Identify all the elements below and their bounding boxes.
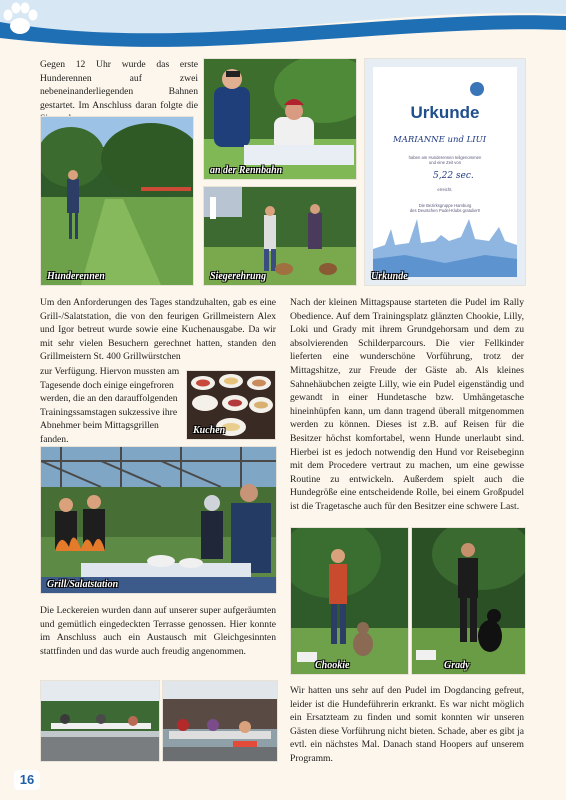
photo-grill-salatstation	[40, 446, 277, 594]
paw-print-icon	[0, 0, 40, 40]
caption-chookie: Chookie	[315, 660, 350, 671]
page-number: 16	[14, 770, 40, 790]
certificate-footer-2: des Deutschen Pudel-Klubs gratuliert!	[409, 208, 481, 213]
caption-hunderennen: Hunderennen	[47, 271, 105, 282]
left-paragraph-2: Die Leckereien wurden dann auf unserer super aufgeräumten und gemütlich eingedeckten Terrasse genossen. Hier konnte im Anschluss auch ein Austausch mit Gleichgesinnten stattfinden und das wurde auch freudig angenommen.	[40, 605, 276, 657]
caption-urkunde: Urkunde	[371, 271, 408, 282]
right-paragraph-2: Wir hatten uns sehr auf den Pudel im Dogdancing gefreut, leider ist die Hundeführerin erkrankt. Es war nicht möglich ein Ersatzteam zu finden und somit konnten wir unseren Gästen diese Vorführung nicht bieten. Schade, aber es gibt ja evtl. ein nächstes Mal. Danach stand Hoopers auf unserem Programm.	[290, 685, 524, 764]
caption-siegerehrung: Siegerehrung	[210, 271, 267, 282]
intro-paragraph: Gegen 12 Uhr wurde das erste Hunderennen auf zwei nebeneinanderliegenden Bahnen gestartet. Im Anschluss daran folgte die	[40, 59, 198, 111]
photo-terrasse-1	[40, 680, 160, 762]
certificate-line-2: und eine Zeit von	[428, 160, 462, 165]
photo-hunderennen	[40, 116, 194, 286]
photo-terrasse-2	[162, 680, 278, 762]
caption-rennbahn: an der Rennbahn	[210, 165, 283, 176]
right-paragraph-1: Nach der kleinen Mittagspause starteten die Pudel im Rally Obedience. Auf dem Trainingsplatz glänzten Chookie, Lilly, Loki und Grady mit ihrem Grundgehorsam und dem zu absolvierenden Schilderparcours. Die vier Fellkinder lieferten eine wunderschöne Vorführung, trotz der Mittagshitze, zur Freude der Gäste ab. Als kleines Sahnehäubchen zeigte Lilly, wie ein Pudel eigenständig und gewandt in einer Hundetasche bzw. Umhängetasche hineinhüpfen kann, um dann tragend überall mitgenommen werden zu können. Dieses ist z.B. auf Reisen für die Besitzer höchst komfortabel, wenn Hunde unerlaubt sind. Hierbei ist es jedoch notwendig den Hund vor Reisebeginn mit dem Procedere vertraut zu machen, um eine gewisse Routine zu entwickeln. Außerdem spielt auch die Hundegröße eine entscheidende Rolle, bei einem Großpudel ist die Tragetasche auch für den Besitzer eine schwere Last.	[290, 297, 524, 512]
certificate-title: Urkunde	[410, 103, 480, 122]
certificate-line-1: haben am Hunderennen teilgenommen	[408, 155, 482, 160]
header-wave-band	[0, 0, 566, 52]
photo-kuchen	[186, 370, 276, 440]
photo-siegerehrung	[203, 186, 357, 286]
caption-grady: Grady	[444, 660, 470, 671]
certificate-footer-1: Die Bezirksgruppe Hamburg	[418, 203, 472, 208]
left-paragraph-1: Um den Anforderungen des Tages standzuhalten, gab es eine Grill-/Salatstation, die von den feurigen Grillmeistern Alex und Igor betreut wurde sowie eine Kuchenausgabe. Da wir mit sehr vielen Besuchern gerechnet hatten, standen den Grillmeistern St. 400 Grillwürstchen	[40, 297, 276, 363]
certificate-names: MARIANNE und LIUI	[393, 135, 487, 145]
left-paragraph-1-continued: zur Verfügung. Hiervon mussten am Tagesende doch einige eingefroren werden, die an den darauffolgenden Trainingssamstagen sukzessive ihre Abnehmer beim Mittagsgrillen fanden.	[40, 366, 180, 445]
photo-rennbahn	[203, 58, 357, 180]
photo-grady	[411, 527, 526, 675]
caption-grill-salatstation: Grill/Salatstation	[47, 579, 119, 590]
photo-chookie	[290, 527, 409, 675]
caption-kuchen: Kuchen	[193, 425, 226, 436]
photo-urkunde	[364, 58, 526, 286]
certificate-line-3: erreicht.	[437, 187, 453, 192]
certificate-time: 5,22 sec.	[433, 171, 474, 181]
